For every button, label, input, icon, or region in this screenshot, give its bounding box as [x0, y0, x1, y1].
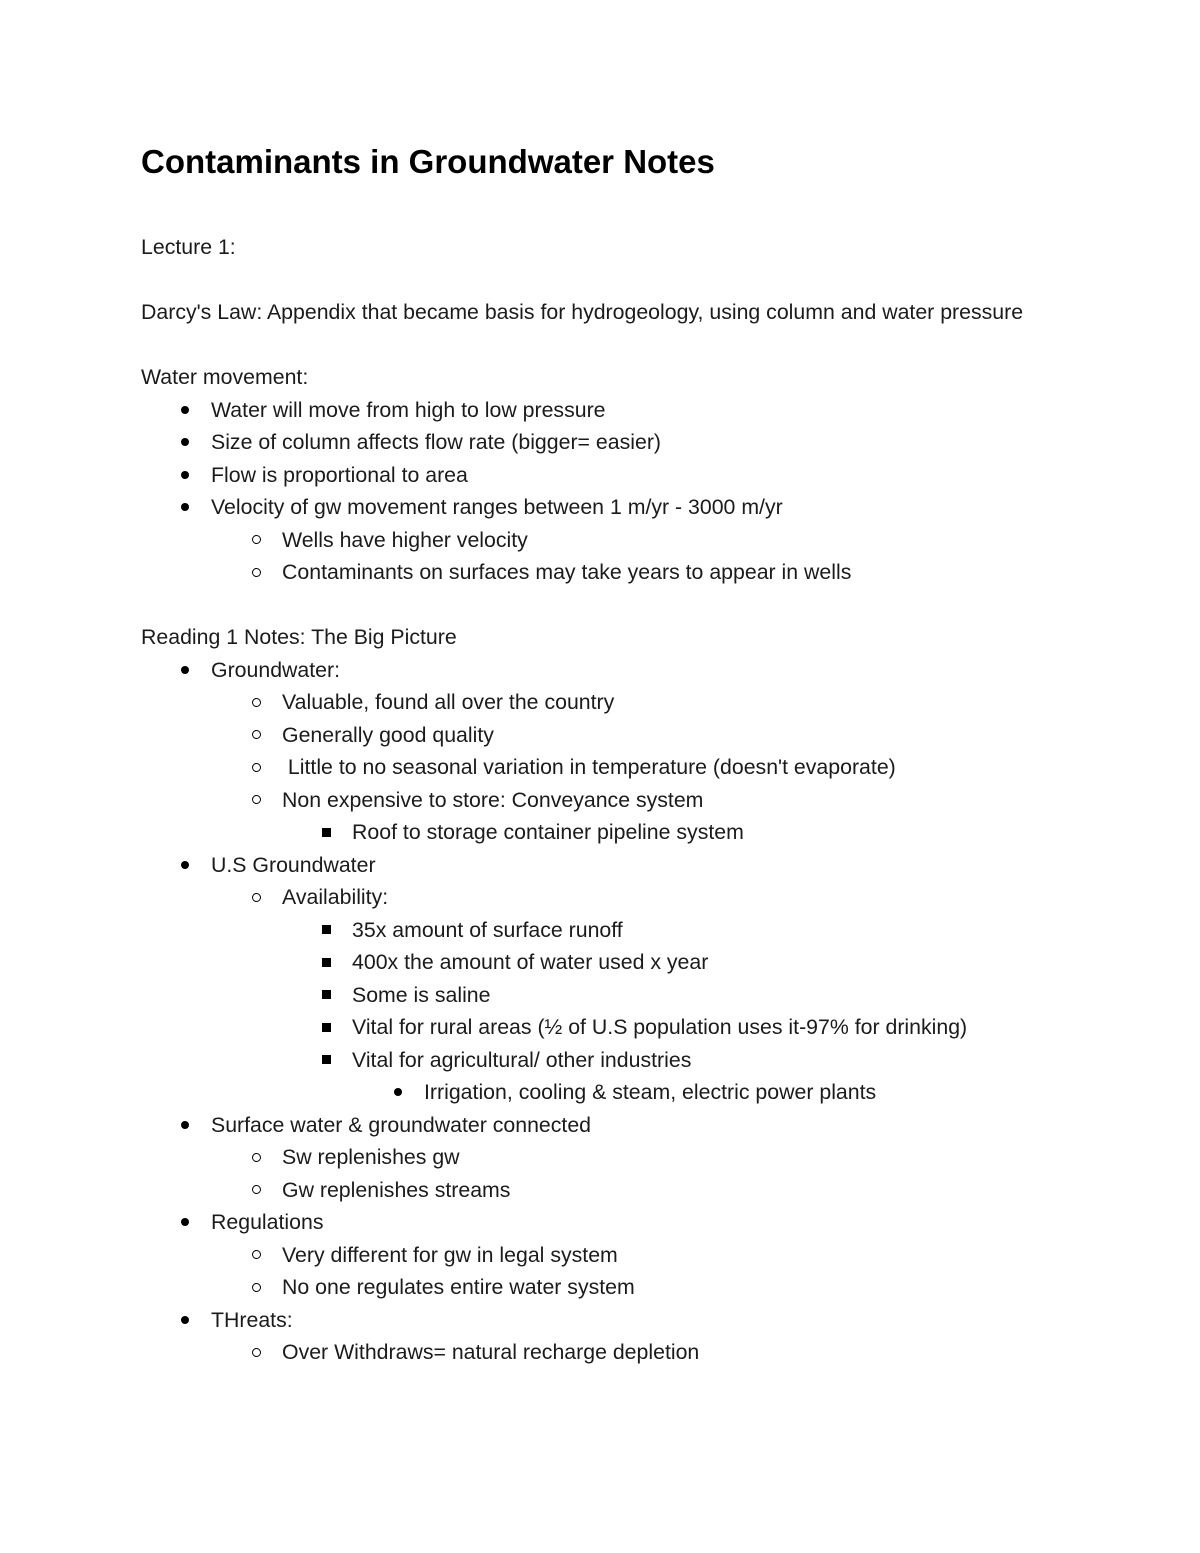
- list-item: Wells have higher velocity: [141, 524, 1101, 557]
- hollow-circle-bullet-icon: [249, 524, 263, 557]
- list-item: Contaminants on surfaces may take years to appear in wells: [141, 556, 1101, 589]
- list-item: Irrigation, cooling & steam, electric power plants: [141, 1076, 1101, 1109]
- reading-heading: Reading 1 Notes: The Big Picture: [141, 625, 457, 649]
- hollow-circle-bullet-icon: [249, 556, 263, 589]
- list-item: Vital for agricultural/ other industries: [141, 1044, 1101, 1077]
- hollow-circle-bullet-icon: [249, 719, 263, 752]
- filled-circle-bullet-icon: [178, 426, 192, 459]
- list-item: Very different for gw in legal system: [141, 1239, 1101, 1272]
- hollow-circle-bullet-icon: [249, 881, 263, 914]
- list-item: Regulations: [141, 1206, 1101, 1239]
- hollow-circle-bullet-icon: [249, 686, 263, 719]
- filled-circle-bullet-icon: [178, 654, 192, 687]
- document-page: [141, 140, 1101, 1369]
- list-item: Non expensive to store: Conveyance system: [141, 784, 1101, 817]
- list-item: Vital for rural areas (½ of U.S population uses it-97% for drinking): [141, 1011, 1101, 1044]
- hollow-circle-bullet-icon: [249, 1271, 263, 1304]
- filled-circle-bullet-icon: [391, 1076, 405, 1109]
- reading-list: [141, 654, 1101, 1369]
- list-item: U.S Groundwater: [141, 849, 1101, 882]
- list-item: Sw replenishes gw: [141, 1141, 1101, 1174]
- filled-square-bullet-icon: [319, 816, 333, 849]
- hollow-circle-bullet-icon: [249, 1336, 263, 1369]
- hollow-circle-bullet-icon: [249, 1141, 263, 1174]
- list-item: Size of column affects flow rate (bigger= easier): [141, 426, 1101, 459]
- list-item: Gw replenishes streams: [141, 1174, 1101, 1207]
- filled-circle-bullet-icon: [178, 849, 192, 882]
- filled-circle-bullet-icon: [178, 1109, 192, 1142]
- water-movement-list: [141, 394, 1101, 589]
- list-item: THreats:: [141, 1304, 1101, 1337]
- list-item: Flow is proportional to area: [141, 459, 1101, 492]
- list-item: Water will move from high to low pressure: [141, 394, 1101, 427]
- filled-square-bullet-icon: [319, 1011, 333, 1044]
- document-title: Contaminants in Groundwater Notes: [141, 143, 715, 180]
- hollow-circle-bullet-icon: [249, 1174, 263, 1207]
- filled-square-bullet-icon: [319, 979, 333, 1012]
- filled-circle-bullet-icon: [178, 459, 192, 492]
- list-item: Groundwater:: [141, 654, 1101, 687]
- list-item: Over Withdraws= natural recharge depletion: [141, 1336, 1101, 1369]
- list-item: Some is saline: [141, 979, 1101, 1012]
- list-item: Valuable, found all over the country: [141, 686, 1101, 719]
- hollow-circle-bullet-icon: [249, 1239, 263, 1272]
- darcy-law-paragraph: Darcy's Law: Appendix that became basis for hydrogeology, using column and water pressure: [141, 300, 1024, 324]
- list-item: Little to no seasonal variation in temperature (doesn't evaporate): [141, 751, 1101, 784]
- list-item: 400x the amount of water used x year: [141, 946, 1101, 979]
- filled-circle-bullet-icon: [178, 1304, 192, 1337]
- filled-square-bullet-icon: [319, 1044, 333, 1077]
- list-item: Roof to storage container pipeline system: [141, 816, 1101, 849]
- filled-circle-bullet-icon: [178, 491, 192, 524]
- list-item: Surface water & groundwater connected: [141, 1109, 1101, 1142]
- list-item: 35x amount of surface runoff: [141, 914, 1101, 947]
- filled-square-bullet-icon: [319, 946, 333, 979]
- water-movement-heading: Water movement:: [141, 365, 309, 389]
- list-item: No one regulates entire water system: [141, 1271, 1101, 1304]
- hollow-circle-bullet-icon: [249, 784, 263, 817]
- list-item: Generally good quality: [141, 719, 1101, 752]
- hollow-circle-bullet-icon: [249, 751, 263, 784]
- list-item: Availability:: [141, 881, 1101, 914]
- list-item: Velocity of gw movement ranges between 1 m/yr - 3000 m/yr: [141, 491, 1101, 524]
- filled-square-bullet-icon: [319, 914, 333, 947]
- filled-circle-bullet-icon: [178, 394, 192, 427]
- filled-circle-bullet-icon: [178, 1206, 192, 1239]
- lecture-heading: Lecture 1:: [141, 235, 236, 259]
